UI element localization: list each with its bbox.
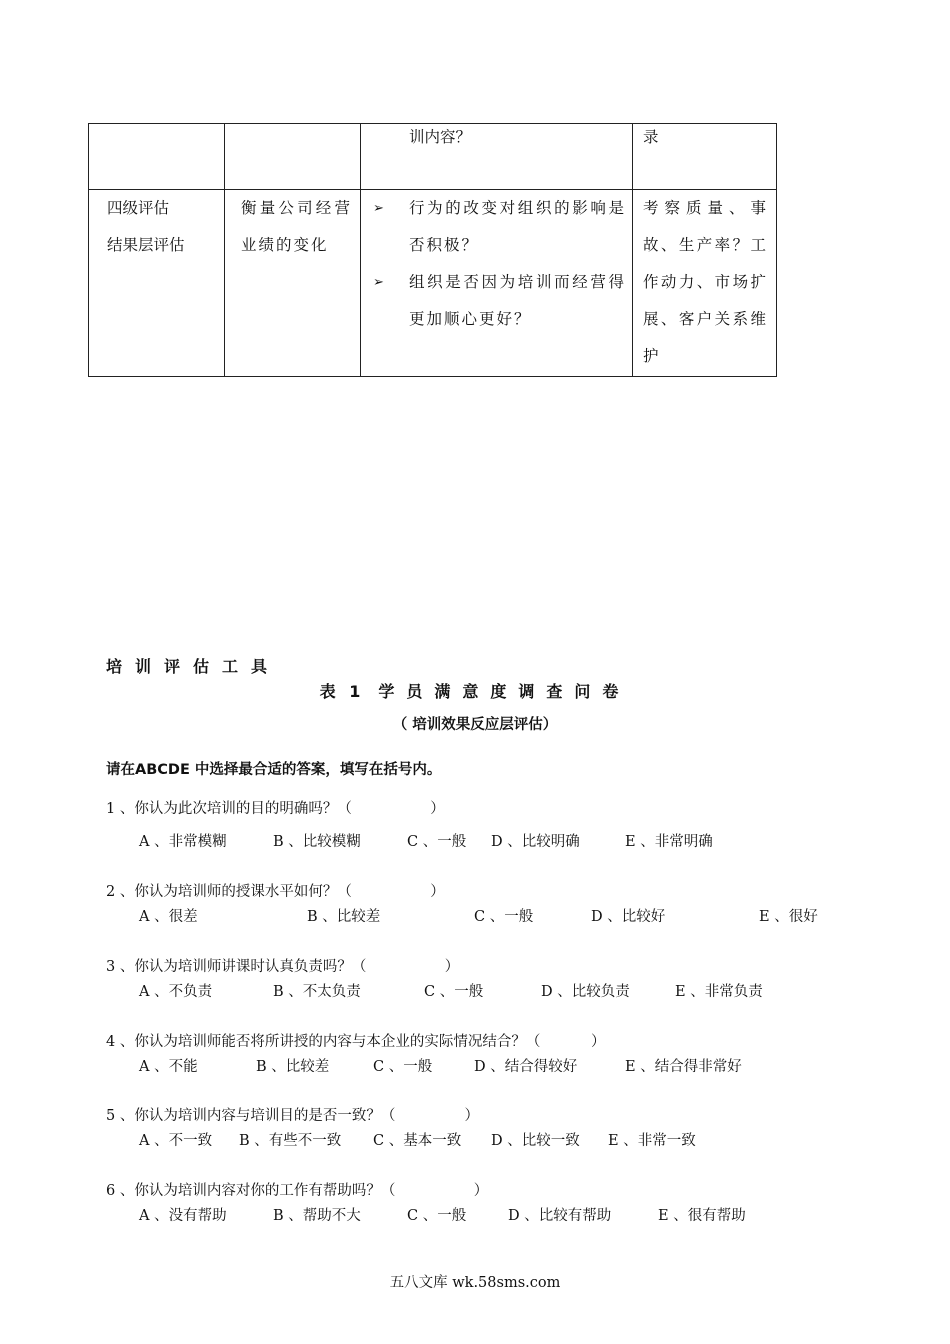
table-title-text: 学员满意度调查问卷 bbox=[378, 682, 631, 701]
option-b: B 、比较模糊 bbox=[273, 834, 361, 850]
list-item bbox=[373, 264, 626, 338]
section-title: 培训评估工具 bbox=[106, 657, 281, 676]
question-5: 5 、你认为培训内容与培训目的是否一致？（ ） bbox=[106, 1108, 479, 1124]
option-d: D 、结合得较好 bbox=[474, 1059, 578, 1075]
table-cell bbox=[89, 190, 225, 377]
question-4: 4 、你认为培训师能否将所讲授的内容与本企业的实际情况结合？（ ） bbox=[106, 1034, 606, 1050]
option-a: A 、不负责 bbox=[139, 984, 213, 1000]
table-cell bbox=[361, 124, 633, 190]
option-d: D 、比较好 bbox=[591, 909, 666, 925]
list-item bbox=[373, 190, 626, 264]
instruction-text: 请在ABCDE 中选择最合适的答案，填写在括号内。 bbox=[106, 762, 442, 778]
option-c: C 、一般 bbox=[407, 1208, 467, 1224]
option-e: E 、结合得非常好 bbox=[625, 1059, 742, 1075]
option-e: E 、非常明确 bbox=[625, 834, 713, 850]
arrowhead-bullet-icon: ➢ bbox=[373, 201, 386, 216]
option-e: E 、非常一致 bbox=[608, 1133, 696, 1149]
method-text: 考察质量、事故、生产率？工作动力、市场扩展、客户关系维护 bbox=[643, 199, 768, 365]
question-text: 组织是否因为培训而经营得更加顺心更好？ bbox=[409, 273, 626, 328]
level-label: 四级评估 bbox=[107, 199, 170, 217]
table-cell bbox=[361, 190, 633, 377]
evaluation-table bbox=[88, 123, 777, 377]
option-c: C 、一般 bbox=[407, 834, 467, 850]
footer-watermark: 五八文库 wk.58sms.com bbox=[389, 1275, 561, 1291]
option-e: E 、很好 bbox=[759, 909, 818, 925]
table-row bbox=[89, 124, 777, 190]
option-b: B 、有些不一致 bbox=[239, 1133, 342, 1149]
option-d: D 、比较负责 bbox=[541, 984, 630, 1000]
table-cell bbox=[89, 124, 225, 190]
option-d: D 、比较明确 bbox=[491, 834, 580, 850]
continued-question-text: 训内容？ bbox=[409, 128, 472, 146]
table-cell bbox=[225, 124, 361, 190]
option-c: C 、基本一致 bbox=[373, 1133, 462, 1149]
option-d: D 、比较有帮助 bbox=[508, 1208, 612, 1224]
option-e: E 、很有帮助 bbox=[658, 1208, 746, 1224]
question-2: 2 、你认为培训师的授课水平如何？（ ） bbox=[106, 884, 445, 900]
focus-text: 衡量公司经营业绩的变化 bbox=[241, 199, 352, 254]
option-b: B 、比较差 bbox=[256, 1059, 330, 1075]
option-a: A 、不能 bbox=[139, 1059, 198, 1075]
option-a: A 、非常模糊 bbox=[139, 834, 227, 850]
continued-method-text: 录 bbox=[643, 128, 659, 146]
option-d: D 、比较一致 bbox=[491, 1133, 580, 1149]
level-name: 结果层评估 bbox=[107, 236, 185, 254]
question-text: 行为的改变对组织的影响是否积极？ bbox=[409, 199, 626, 254]
questionnaire-title bbox=[0, 679, 950, 702]
option-e: E 、非常负责 bbox=[675, 984, 763, 1000]
table-row bbox=[89, 190, 777, 377]
table-label: 表 1 bbox=[319, 682, 365, 701]
table-cell bbox=[225, 190, 361, 377]
option-a: A 、没有帮助 bbox=[139, 1208, 227, 1224]
option-c: C 、一般 bbox=[373, 1059, 433, 1075]
table-cell bbox=[633, 190, 777, 377]
option-b: B 、不太负责 bbox=[273, 984, 361, 1000]
option-a: A 、很差 bbox=[139, 909, 198, 925]
arrowhead-bullet-icon: ➢ bbox=[373, 275, 386, 290]
option-b: B 、帮助不大 bbox=[273, 1208, 361, 1224]
option-a: A 、不一致 bbox=[139, 1133, 213, 1149]
question-3: 3 、你认为培训师讲课时认真负责吗？（ ） bbox=[106, 959, 460, 975]
option-c: C 、一般 bbox=[424, 984, 484, 1000]
question-6: 6 、你认为培训内容对你的工作有帮助吗？（ ） bbox=[106, 1183, 489, 1199]
table-cell bbox=[633, 124, 777, 190]
option-b: B 、比较差 bbox=[307, 909, 381, 925]
questionnaire-subtitle: （ 培训效果反应层评估） bbox=[392, 717, 558, 733]
option-c: C 、一般 bbox=[474, 909, 534, 925]
question-1: 1 、你认为此次培训的目的明确吗？（ ） bbox=[106, 801, 445, 817]
